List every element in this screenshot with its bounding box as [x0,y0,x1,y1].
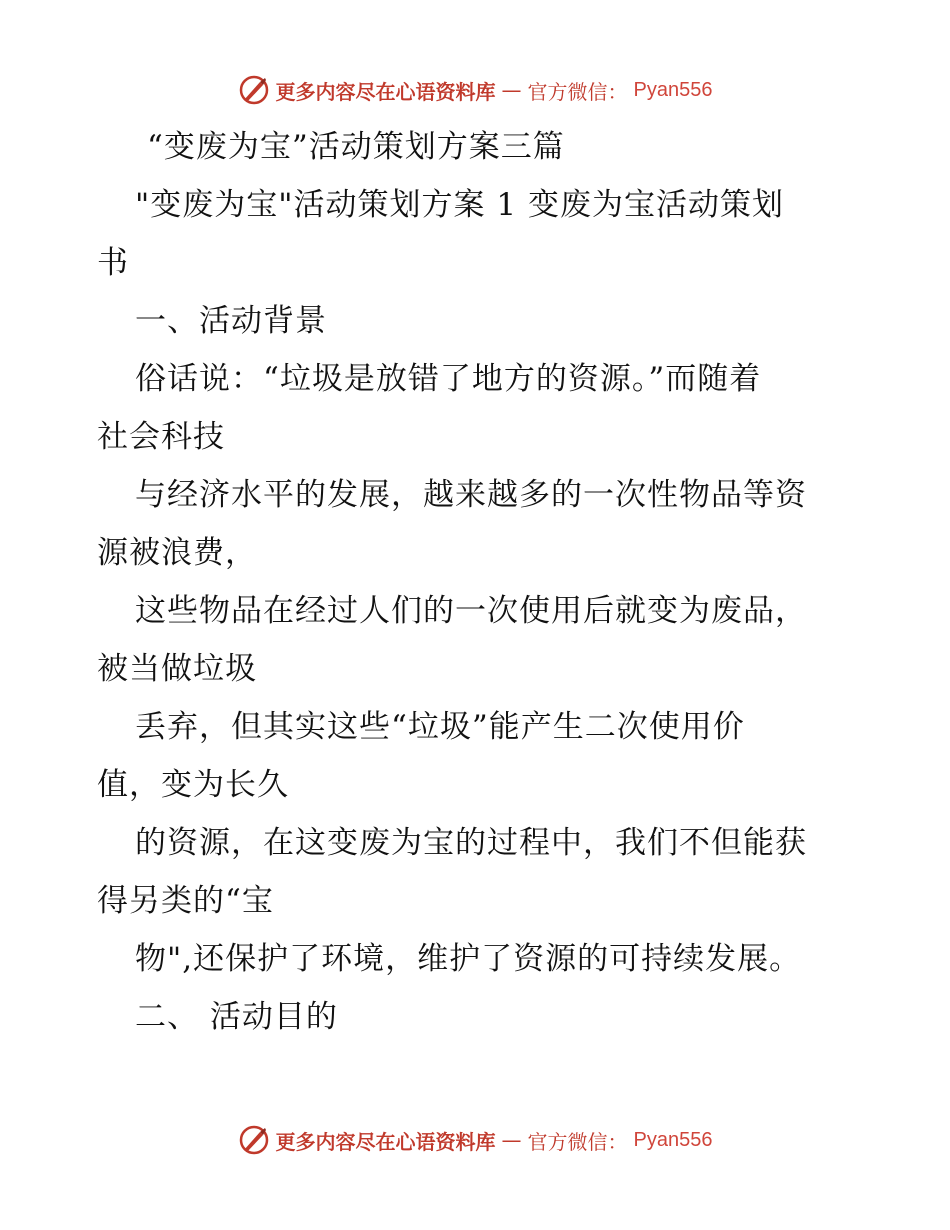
paragraph-line: 这些物品在经过人们的一次使用后就变为废品， [135,593,807,629]
document-title: “变废为宝”活动策划方案三篇 [147,129,565,165]
watermark-brand-text: 更多内容尽在心语资料库 [275,79,496,104]
watermark-wechat-id: Pyan556 [633,1128,713,1151]
paragraph-line: 俗话说：“垃圾是放错了地方的资源。”而随着 [135,361,762,397]
paragraph-line: 社会科技 [97,419,225,455]
watermark-wechat-label: 官方微信： [527,79,628,104]
quill-pen-icon [238,1124,270,1156]
watermark-brand-text: 更多内容尽在心语资料库 [275,1129,496,1154]
paragraph-line: 与经济水平的发展，越来越多的一次性物品等资 [135,477,807,513]
section-heading: 二、 活动目的 [135,999,338,1035]
watermark-separator: — [501,78,522,102]
paragraph-line: 被当做垃圾 [97,651,257,687]
section-heading: 一、活动背景 [135,303,327,339]
paragraph-line: 得另类的“宝 [97,883,274,919]
paragraph-line: 书 [97,245,129,281]
paragraph-line: "变废为宝"活动策划方案 1 变废为宝活动策划 [135,187,784,223]
document-body [97,118,857,1046]
watermark-wechat-label: 官方微信： [527,1129,628,1154]
watermark-separator: — [501,1128,522,1152]
watermark-wechat-id: Pyan556 [633,78,713,101]
footer-watermark [0,1120,950,1160]
paragraph-line: 丢弃，但其实这些“垃圾”能产生二次使用价 [135,709,745,745]
paragraph-line: 物",还保护了环境，维护了资源的可持续发展。 [135,941,802,977]
quill-pen-icon [238,74,270,106]
paragraph-line: 的资源，在这变废为宝的过程中，我们不但能获 [135,825,807,861]
paragraph-line: 源被浪费， [97,535,257,571]
paragraph-line: 值，变为长久 [97,767,289,803]
header-watermark [0,70,950,110]
